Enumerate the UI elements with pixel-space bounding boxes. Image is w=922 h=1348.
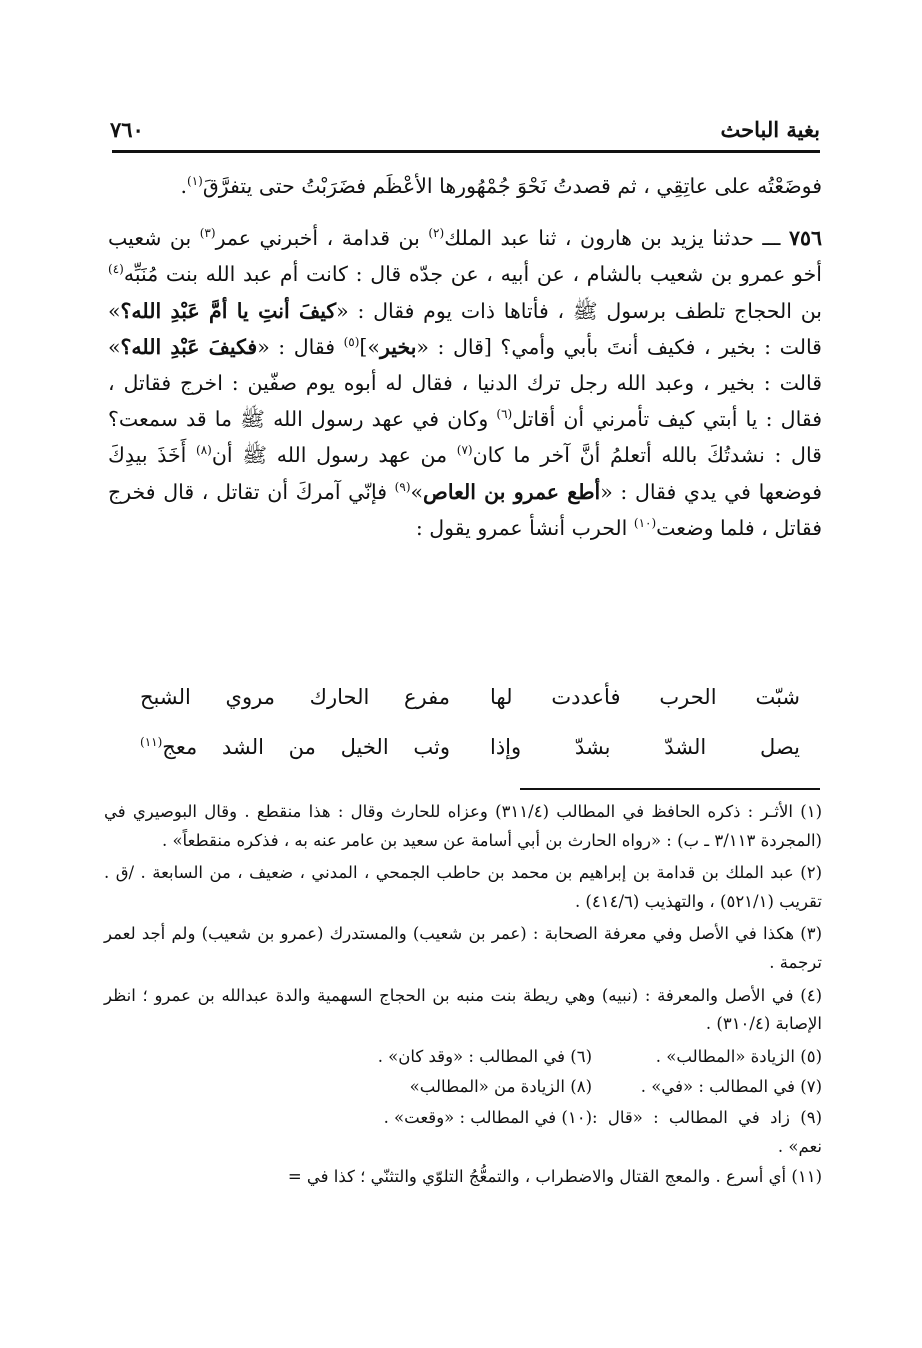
footnote-rule [520,788,820,790]
footnote-ref: (٧) [456,443,473,458]
footnote-3: (٣) هكذا في الأصل وفي معرفة الصحابة : (عمر بن شعيب) والمستدرك (عمرو بن شعيب) ولم أجد لعمر ترجمة . [104,924,822,972]
footnote-row [104,1043,822,1072]
poem-verse [140,672,800,722]
footnote-11: (١١) أي أسرع . والمعج القتال والاضطراب ، والتمعُّجُ التلوّي والتثنّي ؛ كذا في = [287,1167,822,1187]
poem-hemistich-right: يصل الشدّ بشدّ وإذا [490,735,800,759]
footnote-ref: (٢) [428,226,445,241]
footnote-ref: (٩) [394,479,411,494]
poem-hemistich-right: شبّت الحرب فأعددت لها [490,685,800,709]
footnote-7: (٧) في المطالب : «في» . [640,1077,822,1097]
footnote-ref: (٤) [108,262,124,277]
header-rule [112,150,820,153]
bold-quote: فكيفَ عَبْدِ الله؟ [120,334,258,359]
poem-hemistich-left: وثب الخيل من الشد معج$^{(١١)}$ [140,735,450,759]
footnote-9: (٩) زاد في المطالب : «قال : نعم» . [592,1107,822,1156]
footnote-4: (٤) في الأصل والمعرفة : (نبيه) وهي ريطة بنت منبه بن الحجاج السهمية والدة عبدالله بن عمرو ؛ انظر الإصابة (٣١٠/٤) . [104,985,822,1034]
poem-hemistich-left: مفرع الحارك مروي الشبح [140,685,450,709]
footnote-ref: (٥) [343,334,360,349]
footnote-ref: (٦) [496,407,513,422]
footnote-2: (٢) عبد الملك بن قدامة بن إبراهيم بن محمد بن حاطب الجمحي ، المدني ، ضعيف ، من السابعة . /ق . تقريب (٥٢١/١) ، والتهذيب (٤١٤/٦) . [104,863,822,911]
footnote-row [104,1073,822,1102]
bold-quote: بخير [379,334,417,359]
footnote-ref: (١) [187,174,203,189]
footnotes [104,798,822,1196]
bold-quote: كيفَ أنتِ يا أمَّ عَبْدِ الله؟ [120,298,337,323]
main-text [108,168,822,546]
footnote-8: (٨) الزيادة من «المطالب» [409,1077,592,1097]
footnote-ref: (٨) [196,443,212,458]
entry-number: ٧٥٦ [788,226,822,251]
hadith-entry: ٧٥٦ ـــ حدثنا يزيد بن هارون ، ثنا عبد الملك$^{(٢)}$ بن قدامة ، أخبرني عمر$^{(٣)}$ بن شعيب أخو عمرو بن شعيب بالشام ، عن أبيه ، عن جدّه قال : كانت أم عبد الله بنت مُنَبِّه$^{(٤)}$ بن الحجاج تلطف برسول ﷺ ، فأتاها ذات يوم فقال : «كيفَ أنتِ يا أمَّ عَبْدِ الله؟» قالت : بخير ، فكيف أنتَ بأبي وأمي؟ [قال : «بخير»]$^{(٥)}$ فقال : «فكيفَ عَبْدِ الله؟» قالت : بخير ، وعبد الله رجل ترك الدنيا ، فقال له أبوه يوم صفّين : اخرج فقاتل ، فقال : يا أبتي كيف تأمرني أن أقاتل$^{(٦)}$ وكان في عهد رسول الله ﷺ ما قد سمعت؟ قال : نشدتُكَ بالله أتعلمُ أنَّ آخر ما كان$^{(٧)}$ من عهد رسول الله ﷺ أن$^{(٨)}$ أَخَذَ بيدِكَ فوضعها في يدي فقال : «أطع عمرو بن العاص»$^{(٩)}$ فإنّي آمركَ أن تقاتل ، قال فخرج فقاتل ، فلما وضعت$^{(١٠)}$ الحرب أنشأ عمرو يقول : [108,226,823,540]
bold-quote: أطع عمرو بن العاص [423,479,601,504]
footnote-1: (١) الأثـر : ذكره الحافظ في المطالب (٣١١/٤) وعزاه للحارث وقال : هذا منقطع . وقال البوصيري في (المجردة ٣/١١٣ ـ ب) : «رواه الحارث بن أبي أسامة عن سعيد بن عامر عنه به ، فذكره منقطعاً» . [104,802,823,850]
poem [140,672,800,772]
footnote-ref: (١٠) [633,516,657,530]
book-title: بغية الباحث [720,116,820,142]
footnote-ref: (٣) [199,226,216,241]
poem-verse [140,722,800,772]
footnote-5: (٥) الزيادة «المطالب» . [655,1046,822,1066]
footnote-ref: (١١) [140,735,163,749]
footnote-10: (١٠) في المطالب : «وقعت» . [383,1107,592,1127]
footnote-6: (٦) في المطالب : «وقد كان» . [377,1046,592,1066]
page-header [110,112,820,146]
page-number: ٧٦٠ [110,116,144,142]
opening-line: فوضَعْتُه على عاتِقِي ، ثم قصدتُ نَحْوَ جُمْهُورها الأعْظَم فضَرَبْتُ حتى يتفرَّقَ$^{(١)}$. [180,174,822,198]
footnote-row [104,1104,822,1161]
